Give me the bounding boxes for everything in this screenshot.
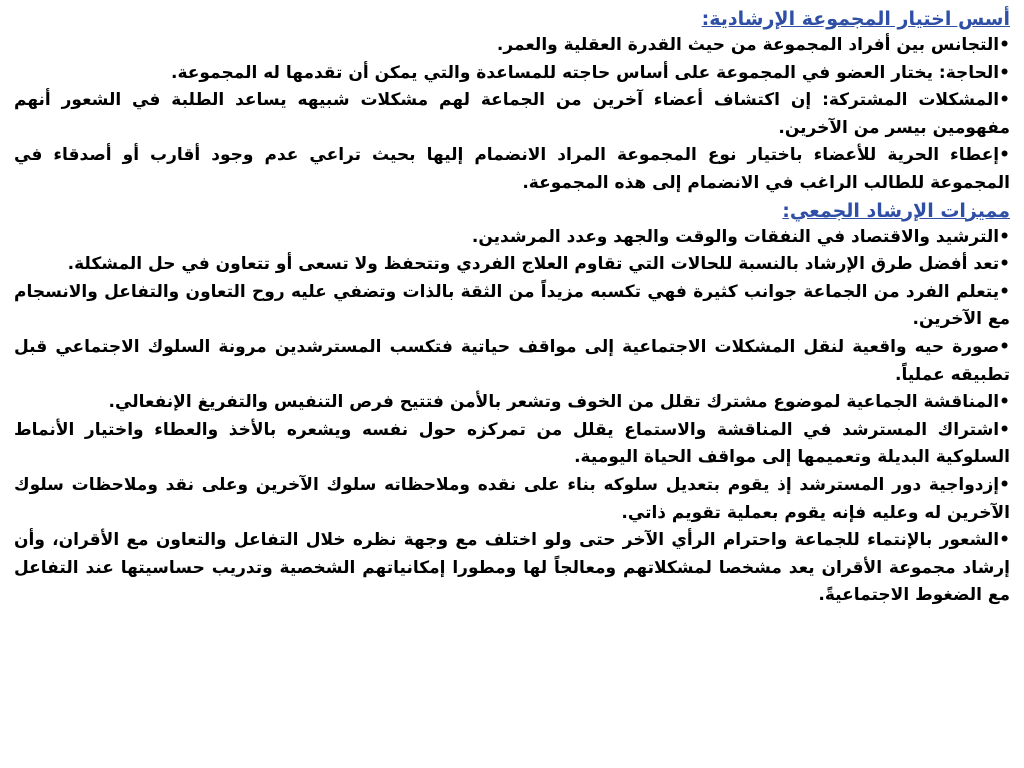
selection-criteria-item: •الحاجة: يختار العضو في المجموعة على أساس حاجته للمساعدة والتي يمكن أن تقدمها له المجموعة. (171, 62, 1010, 83)
feature-item: •إزدواجية دور المسترشد إذ يقوم بتعديل سلوكه بناء على نقده وملاحظاته سلوك الآخرين وعلى نقد وملاحظات سلوك الآخرين له وعليه فإنه يقوم بعملية تقويم ذاتي. (14, 474, 1010, 523)
selection-criteria-heading: أسس اختيار المجموعة الإرشادية: (701, 8, 1010, 30)
feature-item: •تعد أفضل طرق الإرشاد بالنسبة للحالات التي تقاوم العلاج الفردي وتتحفظ ولا تسعى أو تتعاون في حل المشكلة. (67, 254, 1010, 275)
slide-content (14, 6, 1010, 610)
feature-item: •يتعلم الفرد من الجماعة جوانب كثيرة فهي تكسبه مزيداً من الثقة بالذات وتضفي عليه روح التعاون والتفاعل والانسجام مع الآخرين. (14, 281, 1010, 330)
selection-criteria-item: •إعطاء الحرية للأعضاء باختيار نوع المجموعة المراد الانضمام إليها بحيث تراعي عدم وجود أقارب أو أصدقاء في المجموعة للطالب الراغب في الانضمام إلى هذه المجموعة. (14, 145, 1010, 193)
feature-item: •صورة حيه واقعية لنقل المشكلات الاجتماعية إلى مواقف حياتية فتكسب المسترشدين مرونة السلوك الاجتماعي قبل تطبيقه عملياً. (14, 336, 1010, 385)
group-counseling-features-section (14, 198, 1010, 610)
selection-criteria-item: •المشكلات المشتركة: إن اكتشاف أعضاء آخرين من الجماعة لهم مشكلات شبيهه يساعد الطلبة في الشعور أنهم مفهومين بيسر من الآخرين. (14, 90, 1010, 138)
feature-item: •المناقشة الجماعية لموضوع مشترك تقلل من الخوف وتشعر بالأمن فتتيح فرص التنفيس والتفريغ الإنفعالي. (108, 392, 1010, 413)
selection-criteria-item: •التجانس بين أفراد المجموعة من حيث القدرة العقلية والعمر. (496, 35, 1010, 55)
feature-item: •الشعور بالإنتماء للجماعة واحترام الرأي الآخر حتى ولو اختلف مع وجهة نظره خلال التفاعل والتعاون مع الأقران، وأن إرشاد مجموعة الأقران يعد مشخصا لمشكلاتهم ومعالجاً لها ومطورا إمكانياتهم الشخصية وتدريب حساسيتها عند التفاعل مع الضغوط الاجتماعيةً. (14, 530, 1010, 606)
selection-criteria-section (14, 6, 1010, 198)
group-counseling-features-heading: مميزات الإرشاد الجمعي: (782, 199, 1010, 222)
feature-item: •الترشيد والاقتصاد في النفقات والوقت والجهد وعدد المرشدين. (471, 226, 1010, 247)
feature-item: •اشتراك المسترشد في المناقشة والاستماع يقلل من تمركزه حول نفسه ويشعره بالأخذ والعطاء واختيار الأنماط السلوكية البديلة وتعميمها إلى مواقف الحياة اليومية. (14, 419, 1010, 468)
